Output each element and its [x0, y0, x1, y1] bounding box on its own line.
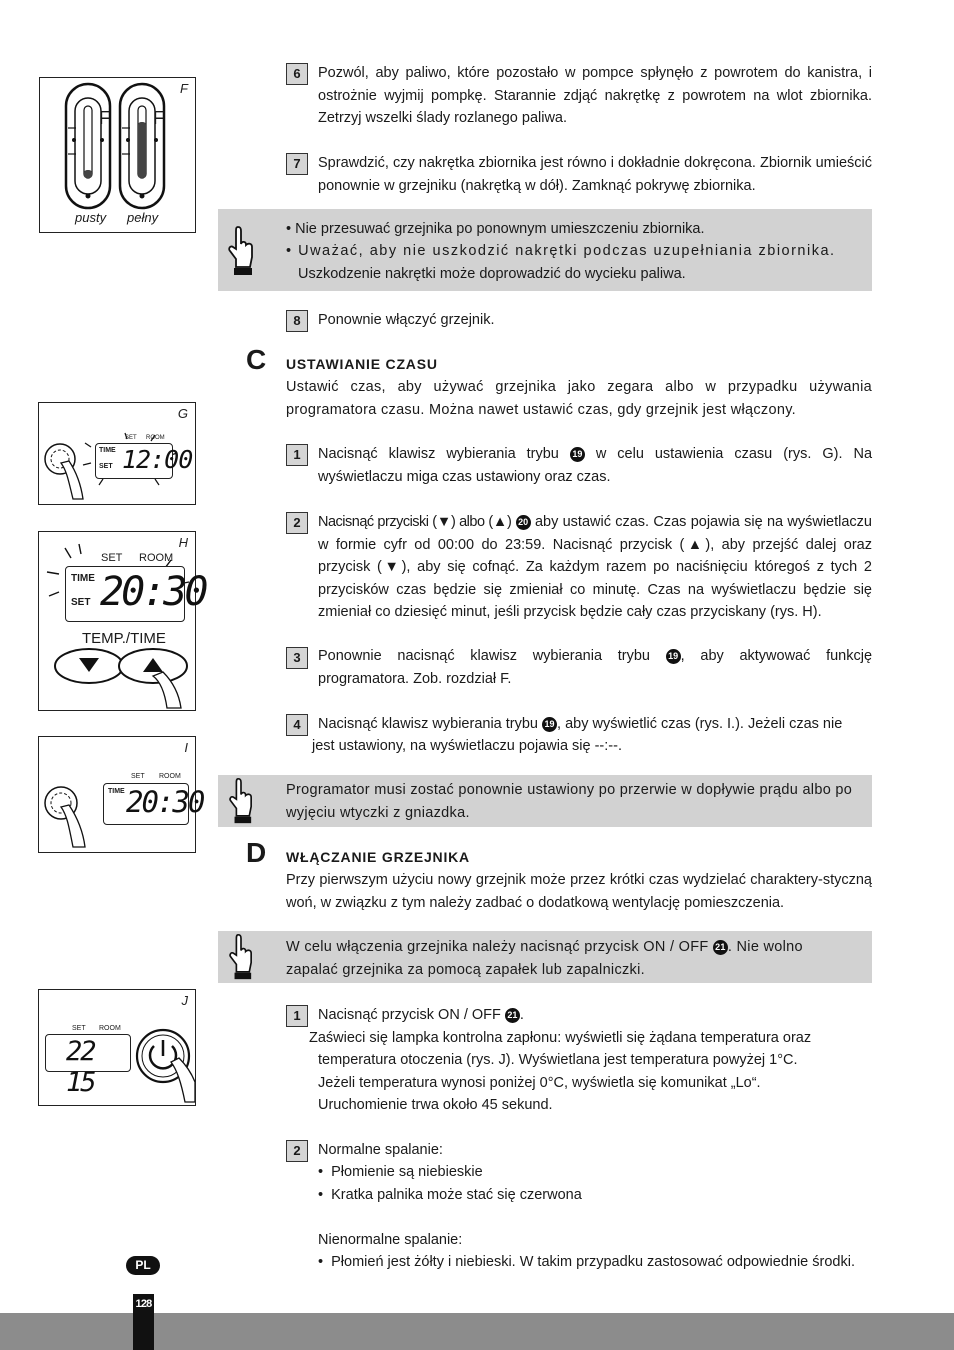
programmer-note — [218, 775, 872, 827]
lcd-set-indicator: SET — [125, 435, 137, 441]
lcd-time-value: 20:30 — [100, 569, 206, 615]
figure-label: I — [184, 740, 188, 755]
pointing-hand-icon — [226, 777, 256, 825]
step-text: , aby wyświetlić czas (rys. I.). Jeżeli czas nie — [557, 716, 843, 732]
section-letter-d: D — [246, 837, 267, 868]
on-off-key-ref-icon: 21 — [713, 940, 728, 955]
mode-key-ref-icon: 19 — [666, 649, 681, 664]
figure-j — [38, 989, 196, 1106]
step-d1-text — [318, 1004, 872, 1027]
section-d-intro: Przy pierwszym użyciu nowy grzejnik może przez krótki czas wydzielać charaktery-styczną woń, w związku z tym należy zadbać o dodatkową wentylację pomieszczenia. — [286, 872, 872, 911]
page-number-tab — [133, 1294, 154, 1350]
programmer-note-text: Programator musi zostać ponownie ustawiony po przerwie w dopływie prądu albo po wyjęciu wtyczki z gniazdka. — [286, 782, 853, 821]
figure-f — [39, 77, 196, 233]
ignition-note — [218, 931, 872, 983]
step-number-c2: 2 — [286, 512, 308, 534]
on-off-key-ref-icon: 21 — [505, 1008, 520, 1023]
normal-burning-title: Normalne spalanie: — [318, 1142, 443, 1158]
note-line-2: • Uważać, aby nie uszkodzić nakrętki podczas uzupełniania zbiornika. — [286, 243, 836, 259]
note-line-3: Uszkodzenie nakrętki może doprowadzić do wycieku paliwa. — [298, 266, 686, 282]
step-c4-line2: jest ustawiony, na wyświetlaczu pojawia się --:--. — [312, 738, 622, 754]
language-label: PL — [135, 1258, 151, 1272]
lcd-room-indicator: ROOM — [159, 773, 181, 780]
step-c2-text — [318, 511, 872, 624]
ignition-note-text — [286, 936, 858, 981]
step-c3-text — [318, 645, 872, 690]
lcd-time-label: TIME — [71, 573, 95, 584]
abnormal-burning-title: Nienormalne spalanie: — [318, 1232, 463, 1248]
lcd-temperature-value: 22 15 — [66, 1036, 95, 1098]
pointing-hand-icon — [226, 933, 256, 981]
note-line-1: • Nie przesuwać grzejnika po ponownym umieszczeniu zbiornika. — [286, 221, 705, 237]
step-text: . — [519, 1007, 524, 1023]
lcd-time-value: 12:00 — [122, 445, 193, 474]
mode-key-ref-icon: 19 — [542, 717, 557, 732]
step-d1-line4: Jeżeli temperatura wynosi poniżej 0°C, wyświetla się komunikat „Lo“. — [318, 1075, 761, 1091]
step-text: Nacisnąć klawisz wybierania trybu — [318, 446, 559, 462]
step-number-d1: 1 — [286, 1005, 308, 1027]
figure-i — [38, 736, 204, 853]
figure-label: J — [181, 993, 188, 1008]
language-badge — [126, 1256, 160, 1275]
section-c-intro: Ustawić czas, aby używać grzejnika jako zegara albo w przypadku używania programatora czasu. Można nawet ustawić czas, gdy grzejnik jest włączony. — [286, 379, 872, 418]
gauge-f-letter: F — [153, 108, 164, 128]
step-8-text: Ponownie włączyć grzejnik. — [318, 312, 495, 328]
lcd-display — [103, 783, 204, 825]
step-c1-text — [318, 443, 872, 488]
list-item: Płomień jest żółty i niebieski. W takim przypadku zastosować odpowiednie środki. — [331, 1254, 855, 1270]
gauge-f-letter: F — [99, 108, 110, 128]
figure-label: G — [177, 406, 188, 421]
step-7-text: Sprawdzić, czy nakrętka zbiornika jest równo i dokładnie dokręcona. Zbiornik umieścić ponownie w grzejniku (nakrętką w dół). Zamknąć pokrywę zbiornika. — [318, 155, 872, 194]
figure-h — [38, 531, 206, 711]
step-number-7: 7 — [286, 153, 308, 175]
abnormal-burning-item: • Płomień jest żółty i niebieski. W takim przypadku zastosować odpowiednie środki. — [318, 1254, 855, 1270]
lcd-room-indicator: ROOM — [99, 1025, 121, 1032]
step-text: , aby aktywować funkcję programatora. Zob. rozdział F. — [318, 648, 873, 687]
list-item: Kratka palnika może stać się czerwona — [331, 1187, 582, 1203]
step-text: Nacisnąć przyciski (▼) albo (▲) — [318, 514, 512, 530]
normal-burning-item: • Kratka palnika może stać się czerwona — [318, 1187, 582, 1203]
temp-time-label: TEMP./TIME — [82, 630, 166, 647]
list-item: Płomienie są niebieskie — [331, 1164, 483, 1180]
step-number-c4: 4 — [286, 714, 308, 736]
lcd-set-indicator: SET — [101, 552, 123, 564]
lcd-room-indicator: ROOM — [146, 435, 165, 441]
section-letter-c: C — [246, 344, 267, 375]
step-number-c3: 3 — [286, 647, 308, 669]
lcd-set-indicator: SET — [131, 773, 145, 780]
step-d1-line3: temperatura otoczenia (rys. J). Wyświetlana jest temperatura powyżej 1°C. — [318, 1052, 798, 1068]
step-6-text: Pozwól, aby paliwo, które pozostało w pompce spłynęło z powrotem do kanistra, i ostrożnie wyjmij pompkę. Starannie zdjąć nakrętkę z powrotem na wlot zbiornika. Zetrzyj wszelki ślady rozlanego paliwa. — [318, 65, 872, 126]
lcd-display — [95, 443, 193, 479]
step-d1-line5: Uruchomienie trwa około 45 sekund. — [318, 1097, 553, 1113]
step-number-8: 8 — [286, 310, 308, 332]
caption-full: pełny — [127, 210, 159, 225]
lcd-time-label: TIME — [108, 788, 125, 795]
step-text: Nacisnąć przycisk ON / OFF — [318, 1007, 501, 1023]
lcd-time-value: 20:30 — [126, 785, 204, 819]
lcd-time-label: TIME — [99, 447, 116, 454]
power-button-illustration — [39, 990, 195, 1105]
caption-empty: pusty — [75, 210, 107, 225]
figure-label: H — [178, 535, 188, 550]
step-text: w celu ustawienia czasu (rys. G). Na wyświetlaczu miga czas ustawiony oraz czas. — [318, 446, 873, 485]
lcd-set-label: SET — [71, 597, 91, 608]
step-text: aby ustawić czas. Czas pojawia się na wyświetlaczu w formie cyfr od 00:00 do 23:59. Nacisnąć przycisk (▲), aby przejść dalej oraz przycisk (▼), aby się cofnąć. Za każdym razem po naciśnięciu któregoś z tych 2 przycisków czas będzie się zmieniał co minutę. Czas na wyświetlaczu będzie się zmieniał co dziesięć minut, jeśli przycisk będzie cały czas przyciskany (rys. H). — [318, 514, 873, 620]
mode-key-ref-icon: 19 — [570, 447, 585, 462]
lcd-set-indicator: SET — [72, 1025, 86, 1032]
page-number: 128 — [135, 1298, 152, 1310]
warning-note — [218, 209, 872, 291]
section-c-heading: USTAWIANIE CZASU — [286, 356, 438, 372]
lcd-set-label: SET — [99, 463, 113, 470]
lcd-display — [65, 566, 206, 622]
step-number-d2: 2 — [286, 1140, 308, 1162]
figure-g — [38, 402, 196, 505]
figure-label: F — [180, 81, 188, 96]
note-text: . Nie wolno zapalać grzejnika za pomocą zapałek lub zapalniczki. — [286, 939, 803, 978]
step-text: Ponownie nacisnąć klawisz wybierania trybu — [318, 648, 650, 664]
lcd-room-indicator: ROOM — [139, 552, 174, 564]
arrow-keys-ref-icon: 20 — [516, 515, 531, 530]
fuel-gauge-illustration — [40, 78, 195, 232]
step-text: Nacisnąć klawisz wybierania trybu — [318, 716, 538, 732]
temp-time-buttons — [39, 646, 195, 710]
step-number-6: 6 — [286, 63, 308, 85]
step-number-c1: 1 — [286, 444, 308, 466]
pointing-hand-icon — [226, 225, 256, 277]
step-d1-line2: Zaświeci się lampka kontrolna zapłonu: wyświetli się żądana temperatura oraz — [309, 1030, 812, 1046]
normal-burning-item: • Płomienie są niebieskie — [318, 1164, 483, 1180]
step-c4-text — [318, 713, 872, 736]
section-d-heading: WŁĄCZANIE GRZEJNIKA — [286, 849, 470, 865]
note-text: W celu włączenia grzejnika należy nacisnąć przycisk ON / OFF — [286, 939, 709, 955]
